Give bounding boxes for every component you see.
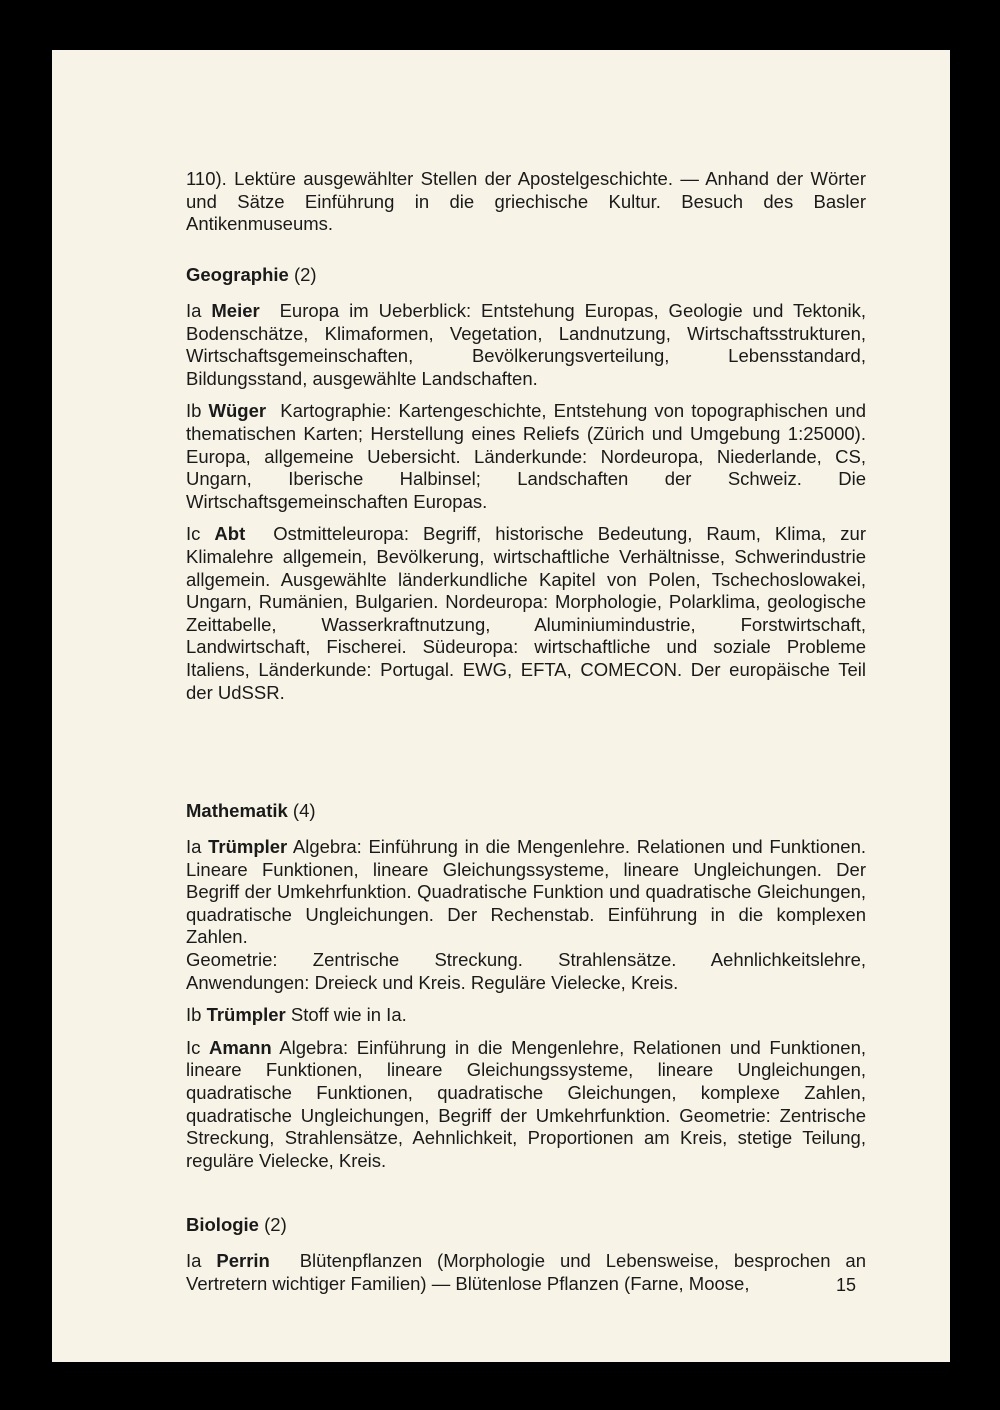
entry-text: Algebra: Einführung in die Mengenlehre, Relationen und Funktionen, lineare Funktionen, lineare Gleichungssysteme, lineare Ungleichungen, quadratische Funktionen, quadratische Gleichungen, komplexe Zahlen, quadratische Ungleichungen, Begriff der Umkehrfunktion. Geometrie: Zentrische Streckung, Strahlensätze, Aehnlichkeit, Proportionen am Kreis, stetige Teilung, reguläre Vielecke, Kreis. bbox=[186, 1036, 866, 1171]
teacher-name: Perrin bbox=[216, 1250, 270, 1271]
teacher-name: Wüger bbox=[208, 400, 267, 422]
entry-text: Ostmitteleuropa: Begriff, historische Bedeutung, Raum, Klima, zur Klimalehre allgemein, Bevölkerung, wirtschaftliche Verhältnisse, Schwerindustrie allgemein. Ausgewählte länderkundliche Kapitel von Polen, Tschechoslowakei, Ungarn, Rumänien, Bulgarien. Nordeuropa: Morphologie, Polarklima, geologische Zeittabelle, Wasserkraftnutzung, Aluminiumindustrie, Forstwirtschaft, Landwirtschaft, Fischerei. Südeuropa: wirtschaftliche und soziale Probleme Italiens, Länderkunde: Portugal. EWG, EFTA, COMECON. Der europäische Teil der UdSSR. bbox=[186, 523, 866, 703]
class-label: Ia bbox=[186, 1250, 202, 1271]
geographie-section bbox=[186, 264, 866, 704]
intro-paragraph: 110). Lektüre ausgewählter Stellen der Apostelgeschichte. — Anhand der Wörter und Sätze Einführung in die griechische Kultur. Besuch des Basler Antikenmuseums. bbox=[186, 168, 866, 235]
class-label: Ib bbox=[186, 1004, 202, 1026]
entry-text: Stoff wie in Ia. bbox=[290, 1004, 407, 1026]
entry-text: Algebra: Einführung in die Mengenlehre. Relationen und Funktionen. Lineare Funktionen, lineare Gleichungssysteme, lineare Ungleichungen. Der Begriff der Umkehrfunktion. Quadratische Funktion und quadratische Gleichungen, quadratische Ungleichungen. Der Rechenstab. Einführung in die komplexen Zahlen. bbox=[186, 836, 866, 948]
geographie-heading bbox=[186, 264, 866, 286]
class-label: Ia bbox=[186, 836, 202, 857]
biologie-title: Biologie bbox=[186, 1214, 259, 1235]
mathematik-section bbox=[186, 800, 866, 1172]
entry-text-geometry: Geometrie: Zentrische Streckung. Strahlensätze. Aehnlichkeitslehre, Anwendungen: Dreieck und Kreis. Reguläre Vielecke, Kreis. bbox=[186, 948, 866, 993]
class-label: Ia bbox=[186, 300, 202, 321]
geographie-entry-ia bbox=[186, 300, 866, 390]
biologie-section bbox=[186, 1214, 866, 1295]
page-number: 15 bbox=[835, 1275, 856, 1295]
teacher-name: Trümpler bbox=[208, 836, 288, 857]
entry-text: Europa im Ueberblick: Entstehung Europas, Geologie und Tektonik, Bodenschätze, Klimaformen, Vegetation, Landnutzung, Wirtschaftsstrukturen, Wirtschaftsgemeinschaften, Bevölkerungsverteilung, Lebensstandard, Bildungsstand, ausgewählte Landschaften. bbox=[186, 300, 867, 389]
biologie-heading bbox=[186, 1214, 866, 1236]
intro-section bbox=[186, 168, 866, 236]
mathematik-entry-ia bbox=[186, 836, 866, 994]
geographie-title: Geographie bbox=[186, 264, 289, 285]
mathematik-title: Mathematik bbox=[186, 800, 288, 821]
teacher-name: Trümpler bbox=[206, 1004, 286, 1026]
entry-text: Kartographie: Kartengeschichte, Entstehung von topographischen und thematischen Karten; Herstellung eines Reliefs (Zürich und Umgebung 1:25000). Europa, allgemeine Uebersicht. Länderkunde: Nordeuropa, Niederlande, CS, Ungarn, Iberische Halbinsel; Landschaften der Schweiz. Die Wirtschaftsgemeinschaften Europas. bbox=[186, 400, 866, 512]
mathematik-hours: (4) bbox=[292, 800, 316, 821]
teacher-name: Meier bbox=[211, 300, 260, 321]
class-label: Ic bbox=[186, 1036, 201, 1058]
geographie-entry-ib bbox=[186, 400, 866, 513]
class-label: Ic bbox=[186, 523, 201, 545]
document-page bbox=[52, 50, 950, 1362]
biologie-hours: (2) bbox=[264, 1214, 287, 1235]
biologie-entry-ia bbox=[186, 1250, 866, 1295]
mathematik-heading bbox=[186, 800, 866, 822]
geographie-hours: (2) bbox=[293, 264, 317, 285]
mathematik-entry-ib bbox=[186, 1004, 866, 1027]
mathematik-entry-ic bbox=[186, 1037, 866, 1173]
teacher-name: Amann bbox=[208, 1036, 272, 1058]
entry-text: Blütenpflanzen (Morphologie und Lebensweise, besprochen an Vertretern wichtiger Familien) — Blütenlose Pflanzen (Farne, Moose, bbox=[186, 1250, 867, 1294]
teacher-name: Abt bbox=[214, 523, 246, 545]
class-label: Ib bbox=[186, 400, 202, 422]
geographie-entry-ic bbox=[186, 523, 866, 704]
